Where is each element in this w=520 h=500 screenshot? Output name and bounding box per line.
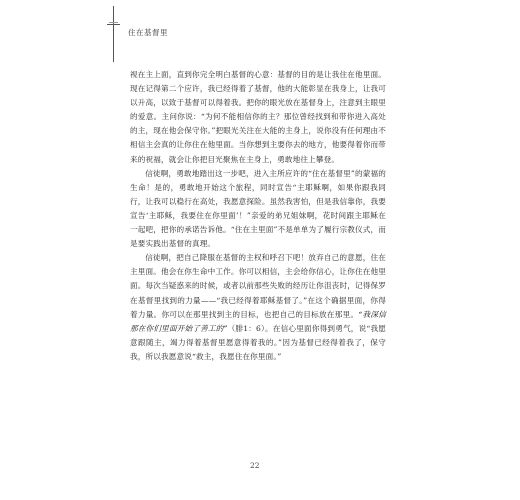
paragraph-text: 信徒啊，勇敢地踏出这一步吧，进入主所应许的“住在基督里”的蒙福的生命！是的，勇敢地开始这个旅程，同时宣告“主耶稣啊，如果你跟我同行，让我可以稳行在高处，我愿意探险。虽然我害怕，但是我信靠你，我要宣告‘主耶稣，我要住在你里面’！”亲爱的弟兄姐妹啊，花时间跟主耶稣在一起吧，把你的承诺告诉他。“住在主里面”不是单单为了履行宗教仪式，而是要实践出基督的真理。 xyxy=(130,168,386,249)
cross-ornament xyxy=(107,6,121,62)
paragraph-text: （腓1：6）。在信心里面你得到勇气，说“我愿意跟随主，竭力得着基督里愿意得着我的。”因为基督已经得着我了，保守我，所以我愿意说“救主，我愿住在你里面。” xyxy=(130,323,386,361)
paragraph xyxy=(130,167,386,252)
running-head: 住在基督里 xyxy=(128,28,168,37)
paragraph-text: 视在主上面，直到你完全明白基督的心意：基督的目的是让我住在他里面。现在记得第二个应许，我已经得着了基督，他的大能彰显在我身上，让我可以升高，以致于基督可以得着我。把你的眼光放在基督身上，注意到主眼里的爱意。主问你说：“为何不能相信你的主？那位曾经找到和带你进入高处的主，现在他会保守你。”把眼光关注在大能的主身上，说你没有任何理由不相信主会真的让你住在他里面。当你想到主要你去的地方，他要得着你而带来的祝福，就会让你把目光聚焦在主身上，勇敢地往上攀登。 xyxy=(130,70,386,164)
scripture-quote: “我深信那在你们里面开始了善工的” xyxy=(130,309,386,333)
page-number: 22 xyxy=(250,461,260,470)
body-text xyxy=(130,68,386,364)
paragraph xyxy=(130,251,386,364)
paragraph xyxy=(130,68,386,167)
paragraph-text: 信徒啊，把自己降服在基督的主权和呼召下吧！放弃自己的意愿，住在主里面。他会在你生命中工作。你可以相信，主会给你信心，让你住在他里面。每次当疑惑来的时候，或者以前那些失败的经历让你沮丧时，记得保罗在基督里找到的力量——“我已经得着耶稣基督了。”在这个确据里面，你得着力量。你可以在那里找到主的目标，也把自己的目标放在那里。 xyxy=(130,253,386,319)
